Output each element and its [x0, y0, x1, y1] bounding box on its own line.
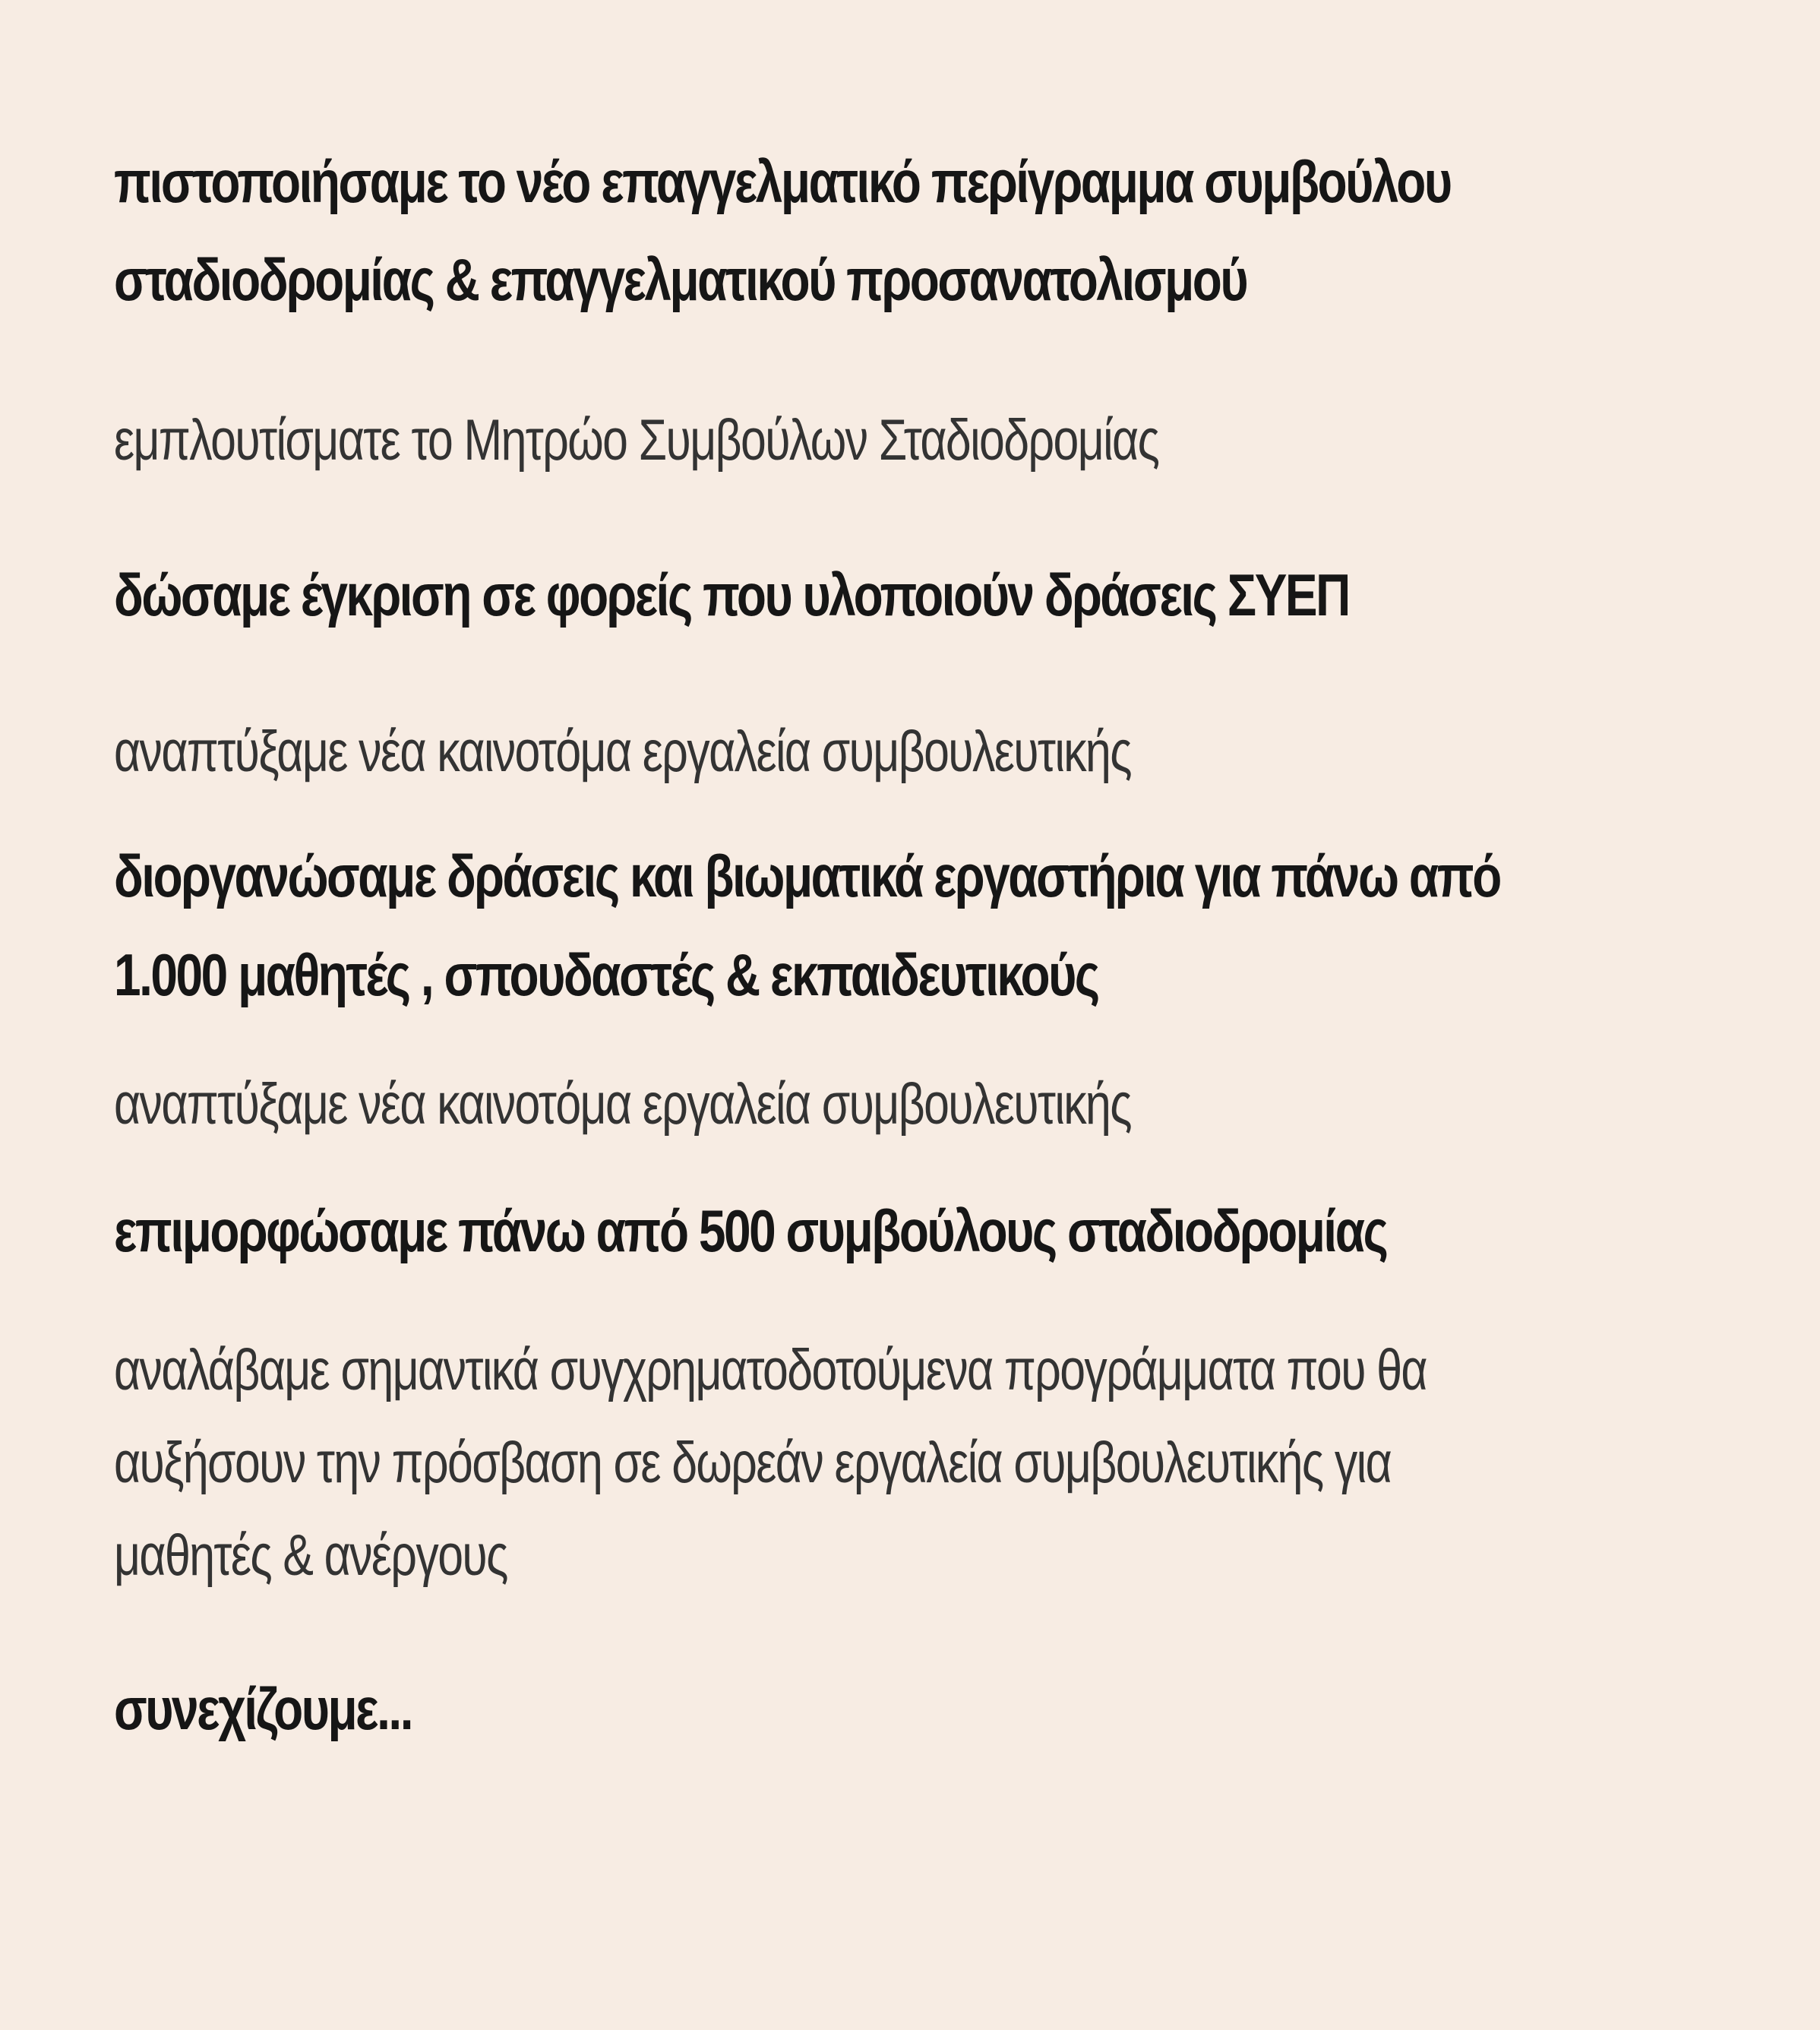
achievement-text-bold: διοργανώσαμε δράσεις και βιωματικά εργαστήρια για πάνω από: [114, 843, 1500, 909]
achievement-text-bold: επιμορφώσαμε πάνω από 500 συμβούλους σταδιοδρομίας: [114, 1197, 1387, 1264]
achievement-text-bold: σταδιοδρομίας & επαγγελματικού προσανατολισμού: [114, 246, 1247, 313]
achievement-text-regular: αναλάβαμε σημαντικά συγχρηματοδοτούμενα προγράμματα που θα: [114, 1338, 1427, 1402]
achievement-text-regular: αναπτύξαμε νέα καινοτόμα εργαλεία συμβουλευτικής: [114, 719, 1131, 784]
achievement-text-regular: αναπτύξαμε νέα καινοτόμα εργαλεία συμβουλευτικής: [114, 1072, 1131, 1137]
achievement-text-regular: μαθητές & ανέργους: [114, 1523, 507, 1588]
achievement-text-regular: αυξήσουν την πρόσβαση σε δωρεάν εργαλεία συμβουλευτικής για: [114, 1431, 1392, 1495]
achievement-text-bold: δώσαμε έγκριση σε φορείς που υλοποιούν δράσεις ΣΥΕΠ: [114, 561, 1349, 628]
achievement-text-regular: εμπλουτίσματε το Μητρώο Συμβούλων Σταδιοδρομίας: [114, 408, 1159, 473]
achievement-text-bold: πιστοποιήσαμε το νέο επαγγελματικό περίγραμμα συμβούλου: [114, 148, 1451, 215]
achievement-text-bold: 1.000 μαθητές , σπουδαστές & εκπαιδευτικούς: [114, 941, 1098, 1008]
closing-text: συνεχίζουμε...: [114, 1675, 412, 1742]
